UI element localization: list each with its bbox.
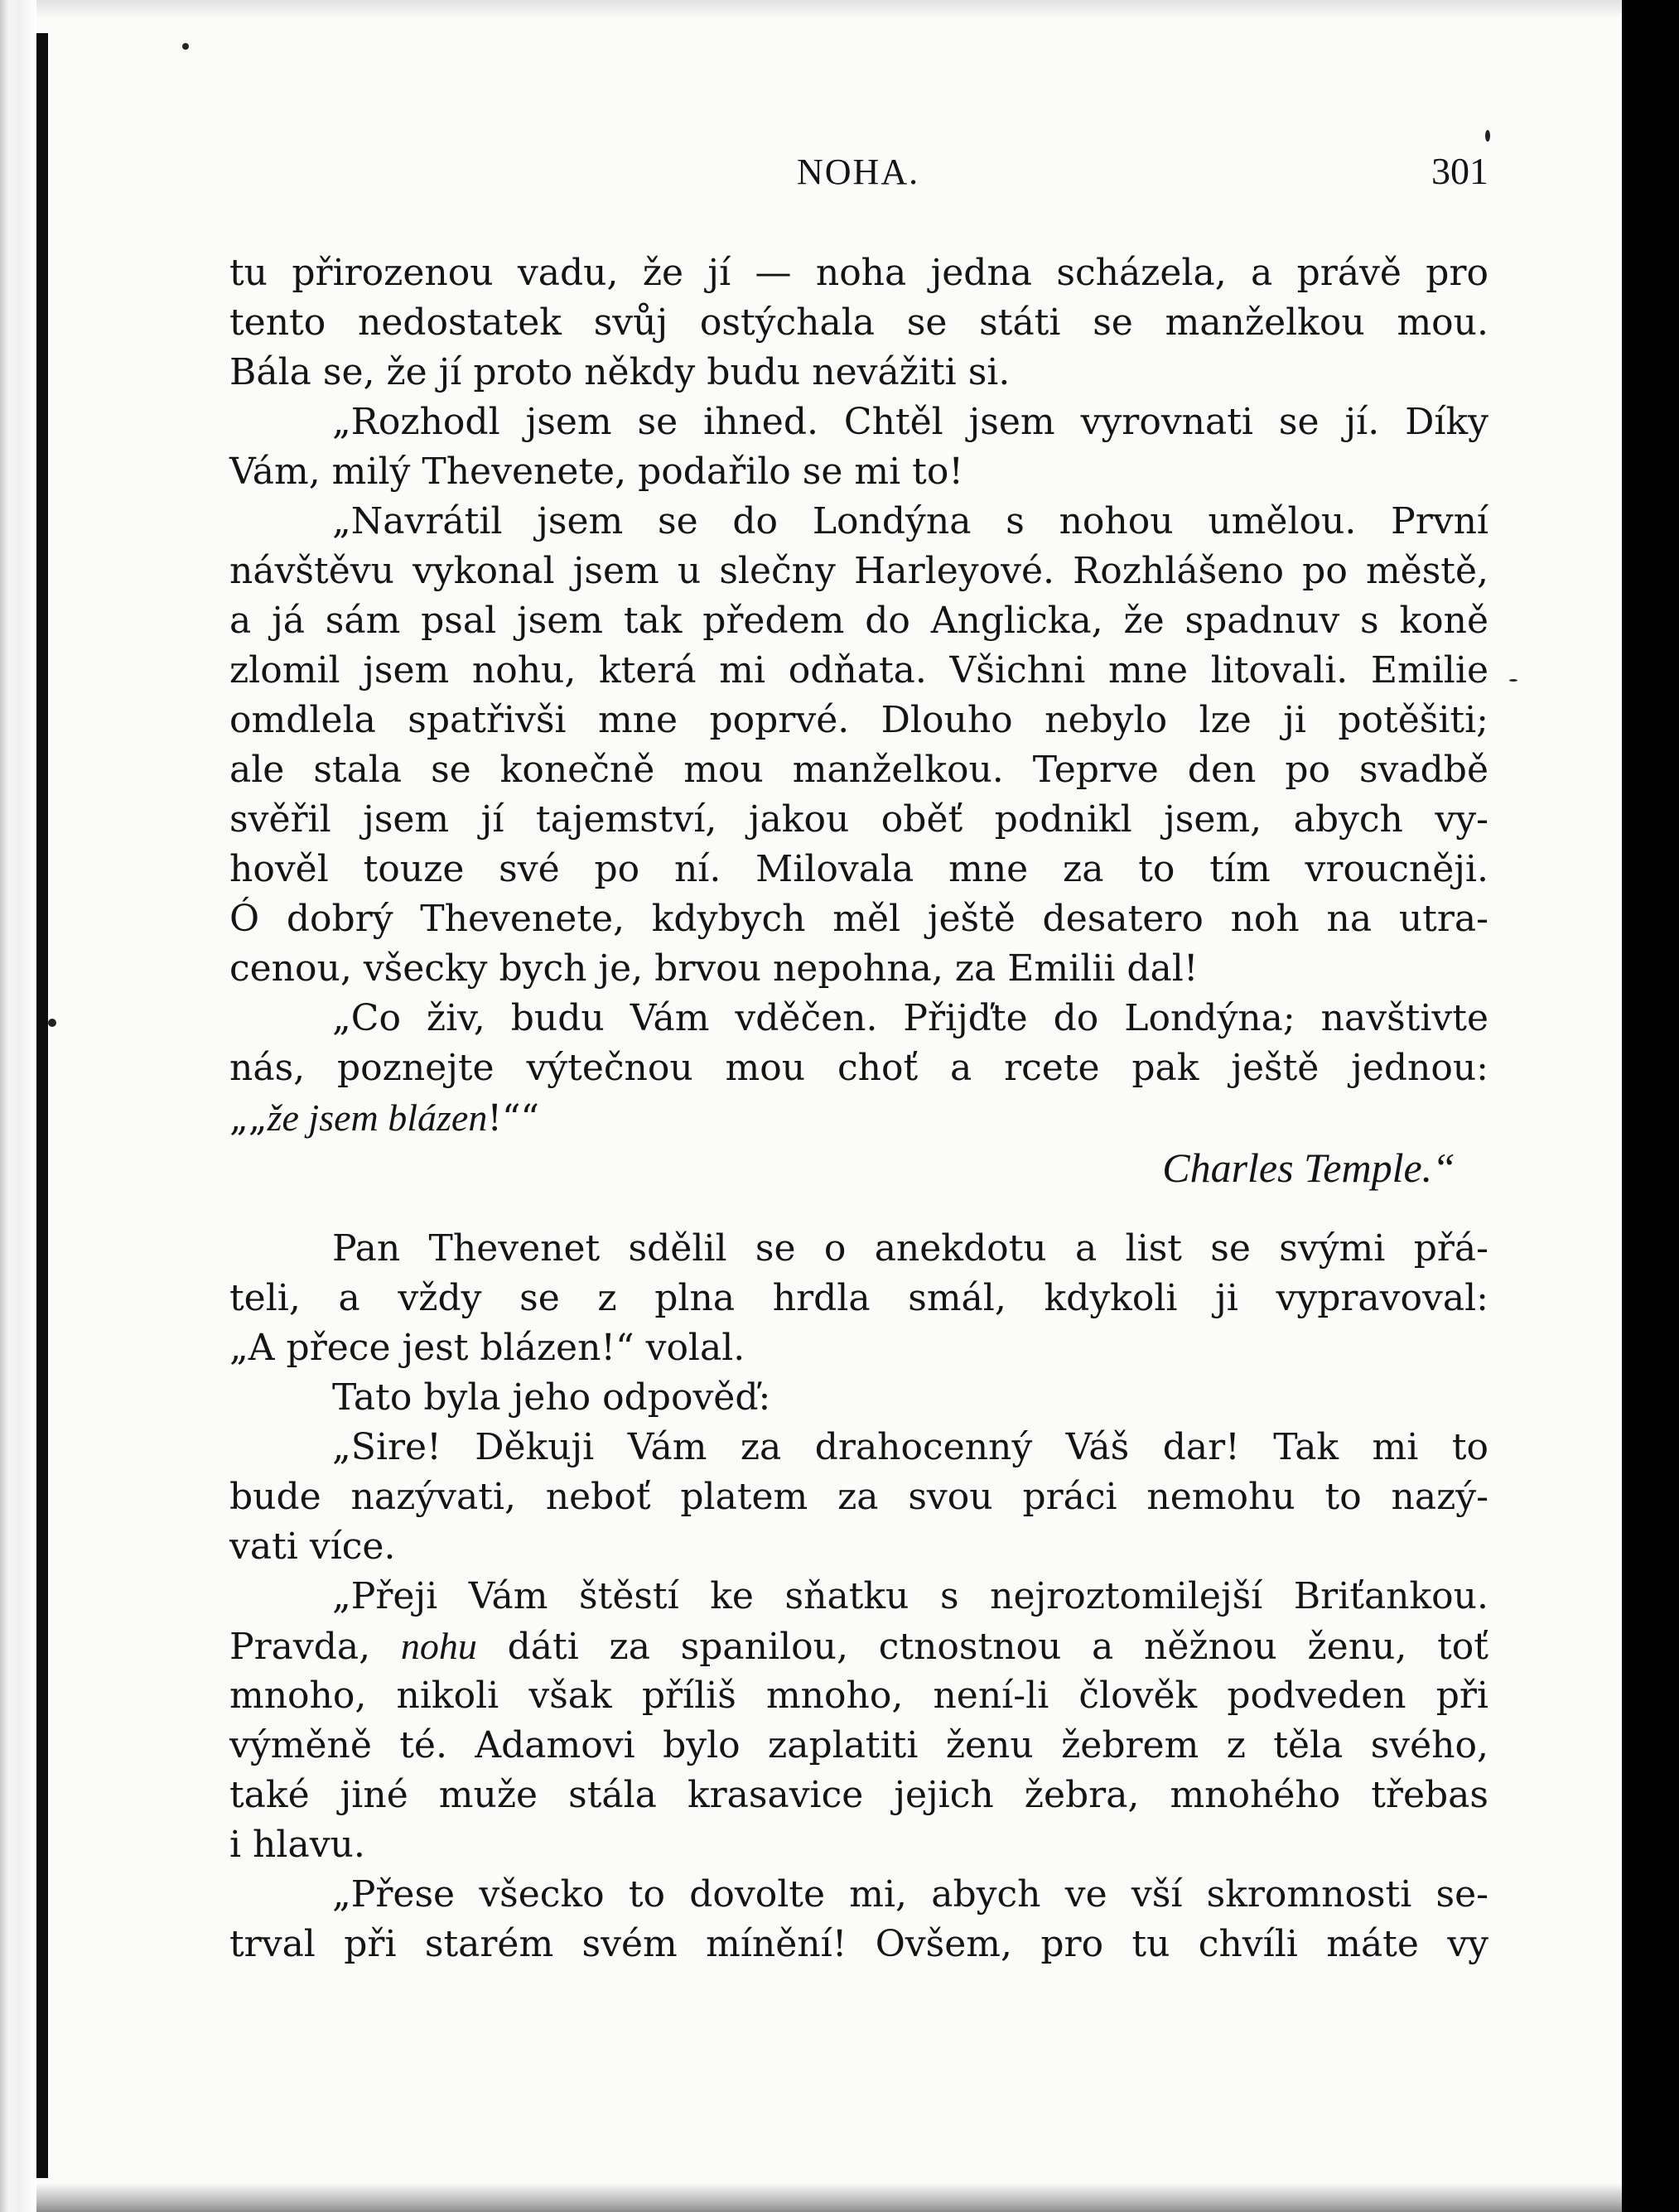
text-line: návštěvu vykonal jsem u slečny Harleyové. Rozhlášeno po městě,	[229, 550, 1488, 592]
bottom-page-edge	[36, 2183, 1622, 2212]
text-line: ale stala se konečně mou manželkou. Teprve den po svadbě	[229, 749, 1488, 791]
text-line: „Přeji Vám štěstí ke sňatku s nejroztomilejší Briťankou.	[332, 1575, 1488, 1617]
text-line: i hlavu.	[229, 1824, 365, 1866]
quoted-line	[229, 1093, 1488, 1143]
text-line: trval při starém svém mínění! Ovšem, pro tu chvíli máte vy	[229, 1923, 1488, 1965]
page-number: 301	[1431, 150, 1488, 192]
body-text	[229, 248, 1488, 1969]
text-line: „A přece jest blázen!“ volal.	[229, 1327, 745, 1369]
text-line: vati více.	[229, 1525, 396, 1568]
quote-close: !““	[487, 1097, 540, 1140]
text-line: nás, poznejte výtečnou mou choť a rcete pak ještě jednou:	[229, 1047, 1488, 1089]
section-gap	[229, 1193, 1488, 1224]
page-header	[229, 146, 1488, 204]
running-title: NOHA.	[797, 152, 920, 192]
italic-phrase: že jsem blázen	[267, 1096, 488, 1139]
text-line: omdlela spatřivši mne poprvé. Dlouho nebylo lze ji potěšiti;	[229, 699, 1488, 741]
text-line: „Sire! Děkuji Vám za drahocenný Váš dar! Tak mi to	[332, 1426, 1488, 1468]
text-line: cenou, všecky bych je, brvou nepohna, za Emilii dal!	[229, 947, 1199, 990]
dust-speck	[48, 1019, 56, 1027]
text-line: také jiné muže stála krasavice jejich žebra, mnohého třebas	[229, 1774, 1488, 1816]
binding-edge-line	[36, 33, 48, 2178]
text-line: hověl touze své po ní. Milovala mne za to tím vroucněji.	[229, 848, 1488, 890]
text-line: svěřil jsem jí tajemství, jakou oběť podnikl jsem, abych vy-	[229, 798, 1488, 841]
top-page-edge	[36, 0, 1622, 18]
text-line: „Co živ, budu Vám vděčen. Přijďte do Londýna; navštivte	[332, 997, 1488, 1039]
text-line: tu přirozenou vadu, že jí — noha jedna scházela, a právě pro	[229, 252, 1488, 294]
text-line: Pan Thevenet sdělil se o anekdotu a list se svými přá-	[332, 1227, 1488, 1270]
text-line: Bála se, že jí proto někdy budu nevážiti si.	[229, 351, 1011, 393]
text-line: teli, a vždy se z plna hrdla smál, kdykoli ji vypravoval:	[229, 1277, 1488, 1319]
italic-word: nohu	[400, 1625, 477, 1667]
dust-speck	[1509, 679, 1517, 682]
right-scan-border	[1622, 0, 1679, 2212]
mixed-style-line	[229, 1622, 1488, 1671]
text-line: Tato byla jeho odpověď:	[332, 1376, 771, 1419]
dust-speck	[1485, 130, 1490, 142]
text-line: zlomil jsem nohu, která mi odňata. Všichni mne litovali. Emilie	[229, 649, 1488, 692]
text-line: mnoho, nikoli však příliš mnoho, není-li člověk podveden při	[229, 1675, 1488, 1717]
book-binding-shadow	[0, 0, 36, 2212]
quote-open: „„	[229, 1097, 268, 1140]
text-line: „Přese všecko to dovolte mi, abych ve vší skromnosti se-	[332, 1873, 1488, 1916]
text-line: tento nedostatek svůj ostýchala se státi se manželkou mou.	[229, 301, 1488, 344]
line-segment: dáti za spanilou, ctnostnou a něžnou ženu, toť	[507, 1626, 1488, 1668]
text-line: bude nazývati, neboť platem za svou práci nemohu to nazý-	[229, 1476, 1488, 1518]
text-line: „Rozhodl jsem se ihned. Chtěl jsem vyrovnati se jí. Díky	[332, 401, 1488, 443]
text-line: „Navrátil jsem se do Londýna s nohou umělou. První	[332, 500, 1488, 542]
line-segment: Pravda,	[229, 1626, 371, 1668]
text-line: a já sám psal jsem tak předem do Anglicka, že spadnuv s koně	[229, 600, 1488, 642]
text-line: Vám, milý Thevenete, podařilo se mi to!	[229, 451, 964, 493]
dust-speck	[182, 43, 189, 50]
text-line: výměně té. Adamovi bylo zaplatiti ženu žebrem z těla svého,	[229, 1724, 1488, 1766]
text-line: Ó dobrý Thevenete, kdybych měl ještě desatero noh na utra-	[229, 898, 1488, 940]
letter-signature: Charles Temple.“	[1162, 1145, 1455, 1191]
